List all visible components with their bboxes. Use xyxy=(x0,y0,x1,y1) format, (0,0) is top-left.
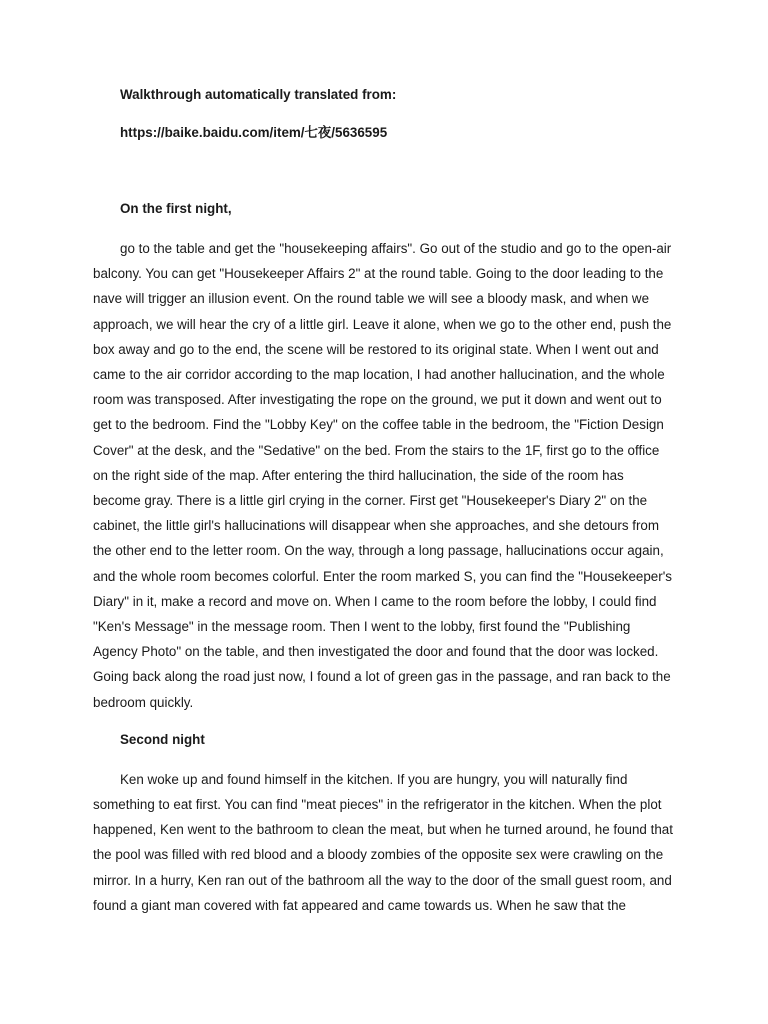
section-body-first-night: go to the table and get the "housekeeping affairs". Go out of the studio and go to the open-air balcony. You can get "Housekeeper Affairs 2" at the round table. Going to the door leading to the nave will trigger an illusion event. On the round table we will see a bloody mask, and when we approach, we will hear the cry of a little girl. Leave it alone, when we go to the other end, push the box away and go to the end, the scene will be restored to its original state. When I went out and came to the air corridor according to the map location, I had another hallucination, and the whole room was transposed. After investigating the rope on the ground, we put it down and went out to get to the bedroom. Find the "Lobby Key" on the coffee table in the bedroom, the "Fiction Design Cover" at the desk, and the "Sedative" on the bed. From the stairs to the 1F, first go to the office on the right side of the map. After entering the third hallucination, the side of the room has become gray. There is a little girl crying in the corner. First get "Housekeeper's Diary 2" on the cabinet, the little girl's hallucinations will disappear when she approaches, and she detours from the other end to the letter room. On the way, through a long passage, hallucinations occur again, and the whole room becomes colorful. Enter the room marked S, you can find the "Housekeeper's Diary" in it, make a record and move on. When I came to the room before the lobby, I could find "Ken's Message" in the message room. Then I went to the lobby, first found the "Publishing Agency Photo" on the table, and then investigated the door and found that the door was locked. Going back along the road just now, I found a lot of green gas in the passage, and ran back to the bedroom quickly. xyxy=(93,241,672,710)
source-url: https://baike.baidu.com/item/七夜/5636595 xyxy=(120,125,388,140)
section-body-second-night: Ken woke up and found himself in the kitchen. If you are hungry, you will naturally find something to eat first. You can find "meat pieces" in the refrigerator in the kitchen. When the plot happened, Ken went to the bathroom to clean the meat, but when he turned around, he found that the pool was filled with red blood and a bloody zombies of the opposite sex were crawling on the mirror. In a hurry, Ken ran out of the bathroom all the way to the door of the small guest room, and found a giant man covered with fat appeared and came towards us. When he saw that the xyxy=(93,771,673,913)
section-heading-second-night: Second night xyxy=(120,731,205,747)
section-heading-first-night: On the first night, xyxy=(120,201,232,216)
document-page xyxy=(93,84,675,918)
intro-heading: Walkthrough automatically translated from: xyxy=(120,87,397,102)
